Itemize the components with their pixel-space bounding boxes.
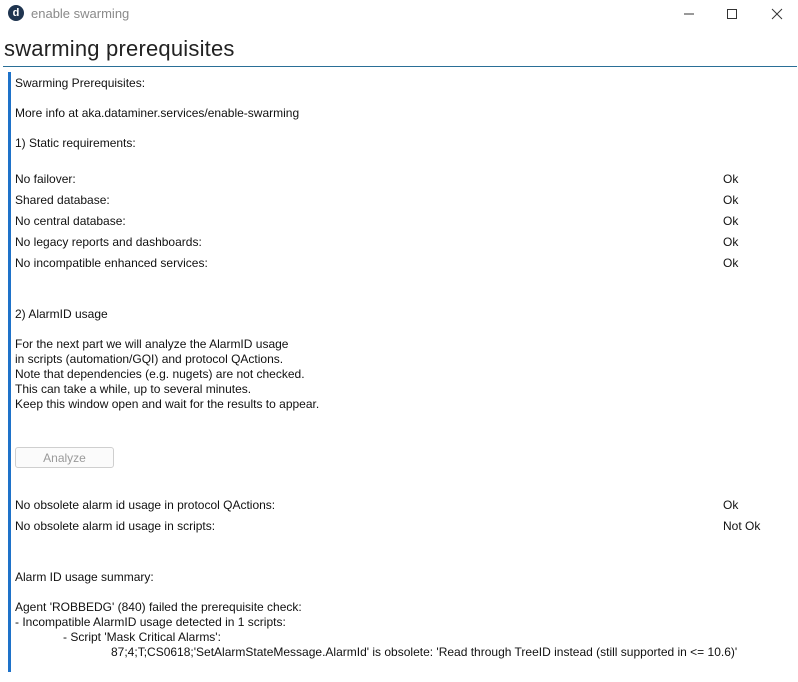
- close-icon: [771, 8, 783, 20]
- usage-label-scripts: No obsolete alarm id usage in scripts:: [15, 519, 216, 533]
- alarmid-usage-title: 2) AlarmID usage: [15, 307, 108, 321]
- title-bar: [0, 0, 798, 28]
- content-accent-bar: [8, 72, 11, 672]
- check-status-enhanced-services: Ok: [723, 256, 739, 270]
- alarmid-desc-line: This can take a while, up to several minutes.: [15, 382, 252, 396]
- window-title: enable swarming: [31, 6, 130, 21]
- summary-title: Alarm ID usage summary:: [15, 570, 154, 584]
- summary-line: 87;4;T;CS0618;'SetAlarmStateMessage.AlarmId' is obsolete: 'Read through TreeID instead (still supported in <= 10.6)': [111, 645, 738, 659]
- close-button[interactable]: [754, 0, 798, 28]
- static-requirements-title: 1) Static requirements:: [15, 136, 136, 150]
- check-label-central-db: No central database:: [15, 214, 126, 228]
- alarmid-desc-line: in scripts (automation/GQI) and protocol QActions.: [15, 352, 284, 366]
- check-status-shared-db: Ok: [723, 193, 739, 207]
- summary-line: Agent 'ROBBEDG' (840) failed the prerequisite check:: [15, 600, 302, 614]
- analyze-button[interactable]: Analyze: [15, 447, 114, 468]
- page-title: swarming prerequisites: [4, 36, 235, 61]
- prereq-heading: Swarming Prerequisites:: [15, 76, 146, 90]
- check-status-central-db: Ok: [723, 214, 739, 228]
- minimize-button[interactable]: [666, 0, 712, 28]
- alarmid-desc-line: Keep this window open and wait for the results to appear.: [15, 397, 320, 411]
- check-label-shared-db: Shared database:: [15, 193, 110, 207]
- check-status-legacy-reports: Ok: [723, 235, 739, 249]
- summary-line: - Script 'Mask Critical Alarms':: [63, 630, 221, 644]
- minimize-icon: [683, 8, 695, 20]
- usage-label-qactions: No obsolete alarm id usage in protocol QActions:: [15, 498, 276, 512]
- alarmid-desc-line: For the next part we will analyze the AlarmID usage: [15, 337, 289, 351]
- check-status-failover: Ok: [723, 172, 739, 186]
- check-label-failover: No failover:: [15, 172, 76, 186]
- app-logo-icon: d: [8, 5, 24, 21]
- maximize-button[interactable]: [709, 0, 755, 28]
- check-label-enhanced-services: No incompatible enhanced services:: [15, 256, 208, 270]
- alarmid-desc-line: Note that dependencies (e.g. nugets) are not checked.: [15, 367, 305, 381]
- summary-line: - Incompatible AlarmID usage detected in 1 scripts:: [15, 615, 286, 629]
- more-info-text: More info at aka.dataminer.services/enable-swarming: [15, 106, 300, 120]
- usage-status-qactions: Ok: [723, 498, 739, 512]
- maximize-icon: [726, 8, 738, 20]
- check-label-legacy-reports: No legacy reports and dashboards:: [15, 235, 202, 249]
- usage-status-scripts: Not Ok: [723, 519, 761, 533]
- title-divider: [3, 66, 797, 67]
